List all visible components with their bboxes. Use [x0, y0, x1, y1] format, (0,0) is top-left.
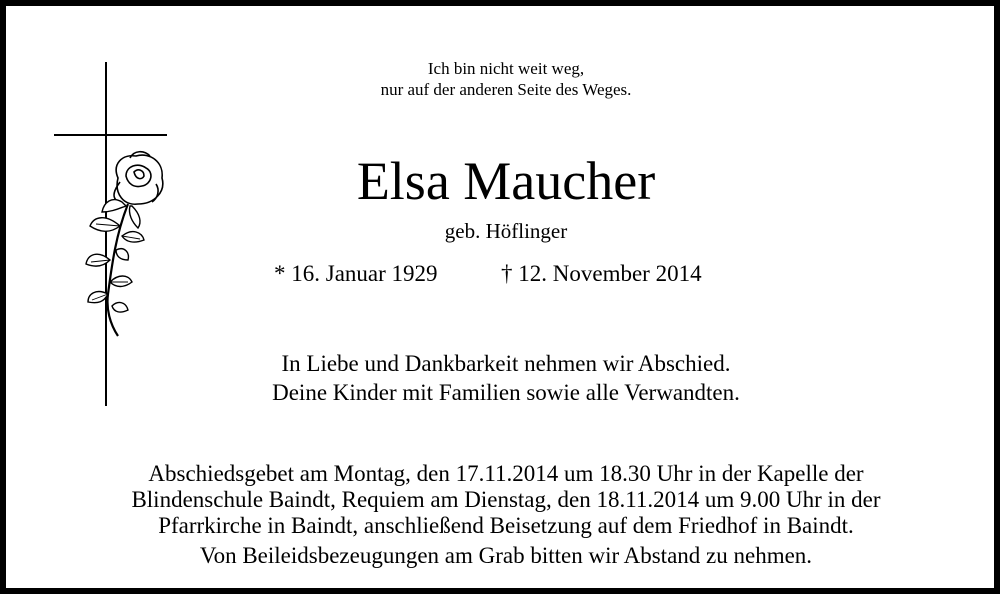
deceased-name: Elsa Maucher — [356, 151, 656, 211]
verse-line-1: Ich bin nicht weit weg, — [427, 59, 585, 78]
notice-line-3: Pfarrkirche in Baindt, anschließend Beisetzung auf dem Friedhof in Baindt. — [158, 513, 854, 538]
death-date: † 12. November 2014 — [501, 261, 702, 286]
farewell-message — [156, 349, 856, 407]
service-notice — [46, 461, 966, 569]
maiden-name: geb. Höflinger — [444, 219, 568, 243]
verse — [256, 58, 756, 100]
verse-line-2: nur auf der anderen Seite des Weges. — [380, 80, 632, 99]
notice-line-1: Abschiedsgebet am Montag, den 17.11.2014 um 18.30 Uhr in der Kapelle der — [148, 461, 864, 486]
notice-line-2: Blindenschule Baindt, Requiem am Dienstag, den 18.11.2014 um 9.00 Uhr in der — [131, 487, 881, 512]
notice-line-4: Von Beileidsbezeugungen am Grab bitten wir Abstand zu nehmen. — [199, 543, 813, 568]
birth-date: * 16. Januar 1929 — [274, 261, 438, 286]
farewell-line-2: Deine Kinder mit Familien sowie alle Verwandten. — [272, 380, 740, 405]
farewell-line-1: In Liebe und Dankbarkeit nehmen wir Abschied. — [281, 351, 731, 376]
